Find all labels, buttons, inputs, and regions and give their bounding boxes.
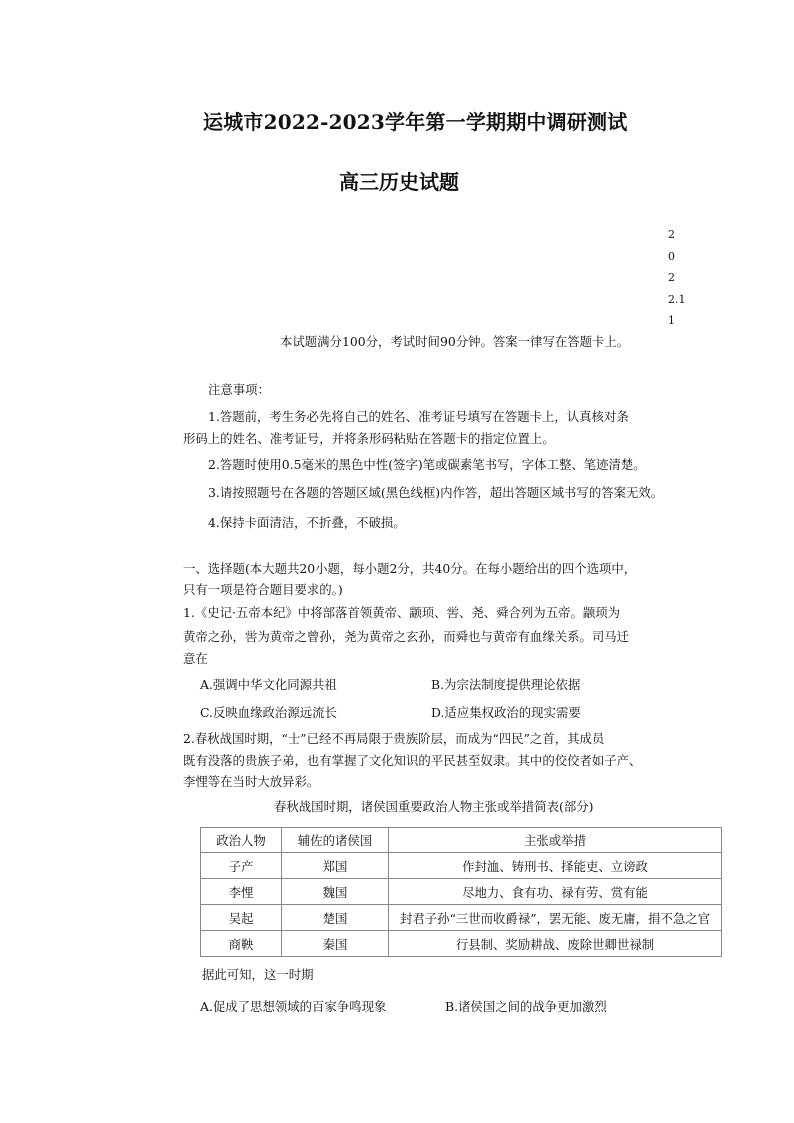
exam-intro: 本试题满分100分，考试时间90分钟。答案一律写在答题卡上。 <box>280 334 630 349</box>
table-header-cell: 辅佐的诸侯国 <box>282 828 389 853</box>
q2-stem-line-2: 既有没落的贵族子弟，也有掌握了文化知识的平民甚至奴隶。其中的佼佼者如子产、 <box>183 753 642 768</box>
table-cell: 魏国 <box>282 879 389 905</box>
politicians-table <box>200 827 722 957</box>
note-4: 4.保持卡面清洁，不折叠，不破损。 <box>208 515 406 530</box>
margin-char: 0 <box>668 249 675 263</box>
q2-stem-line-3: 李悝等在当时大放异彩。 <box>183 774 320 789</box>
margin-char: 1 <box>668 314 675 327</box>
q2-option-a: A.促成了思想领域的百家争鸣现象 <box>200 999 387 1014</box>
table-cell: 尽地力、食有功、禄有劳、赏有能 <box>389 879 722 905</box>
q1-option-c: C.反映血缘政治源远流长 <box>200 705 337 720</box>
table-row <box>201 905 722 931</box>
table-cell: 行县制、奖励耕战、废除世卿世禄制 <box>389 931 722 957</box>
note-1-line-1: 1.答题前，考生务必先将自己的姓名、准考证号填写在答题卡上，认真核对条 <box>208 409 629 424</box>
margin-vertical-text <box>668 224 686 332</box>
note-1-line-2: 形码上的姓名、准考证号，并将条形码粘贴在答题卡的指定位置上。 <box>183 431 555 446</box>
table-row <box>201 879 722 905</box>
table-cell: 楚国 <box>282 905 389 931</box>
section-1-line-2: 只有一项是符合题目要求的。) <box>183 582 343 597</box>
q1-option-b: B.为宗法制度提供理论依据 <box>431 677 581 692</box>
q1-stem-line-2: 黄帝之孙，喾为黄帝之曾孙，尧为黄帝之玄孙，而舜也与黄帝有血缘关系。司马迁 <box>183 629 630 644</box>
table-header-cell: 政治人物 <box>201 828 282 853</box>
table-cell: 作封洫、铸刑书、择能吏、立谤政 <box>389 853 722 879</box>
q2-stem-line-1: 2.春秋战国时期，“士”已经不再局限于贵族阶层，而成为“四民”之首，其成员 <box>183 731 605 746</box>
margin-char: 2 <box>668 228 675 241</box>
table-row <box>201 931 722 957</box>
table-header-cell: 主张或举措 <box>389 828 722 853</box>
q2-option-b: B.诸侯国之间的战争更加激烈 <box>445 999 607 1014</box>
table-cell: 秦国 <box>282 931 389 957</box>
table-cell: 李悝 <box>201 879 282 905</box>
note-3: 3.请按照题号在各题的答题区域(黑色线框)内作答，超出答题区域书写的答案无效。 <box>208 485 664 500</box>
table-cell: 封君子孙“三世而收爵禄”，罢无能、废无庸，捐不急之官 <box>389 905 722 931</box>
q1-option-d: D.适应集权政治的现实需要 <box>431 705 581 720</box>
note-2: 2.答题时使用0.5毫米的黑色中性(签字)笔或碳素笔书写，字体工整、笔迹清楚。 <box>208 457 646 472</box>
table-header-row <box>201 828 722 853</box>
exam-subtitle: 高三历史试题 <box>339 170 459 194</box>
table-row <box>201 853 722 879</box>
notes-heading: 注意事项： <box>208 382 270 397</box>
q2-question: 据此可知，这一时期 <box>202 967 314 982</box>
margin-char: 2 <box>668 271 675 284</box>
table-caption: 春秋战国时期，诸侯国重要政治人物主张或举措简表(部分) <box>274 799 594 814</box>
q1-option-a: A.强调中华文化同源共祖 <box>200 677 337 692</box>
table-cell: 商鞅 <box>201 931 282 957</box>
table-cell: 子产 <box>201 853 282 879</box>
section-1-line-1: 一、选择题(本大题共20小题，每小题2分，共40分。在每小题给出的四个选项中， <box>183 561 637 576</box>
q1-stem-line-3: 意在 <box>183 651 208 666</box>
table-cell: 吴起 <box>201 905 282 931</box>
margin-char: 2.1 <box>668 292 686 306</box>
q1-stem-line-1: 1.《史记·五帝本纪》中将部落首领黄帝、颛顼、喾、尧、舜合列为五帝。颛顼为 <box>183 605 621 620</box>
exam-title: 运城市2022-2023学年第一学期期中调研测试 <box>203 110 628 134</box>
table-cell: 郑国 <box>282 853 389 879</box>
